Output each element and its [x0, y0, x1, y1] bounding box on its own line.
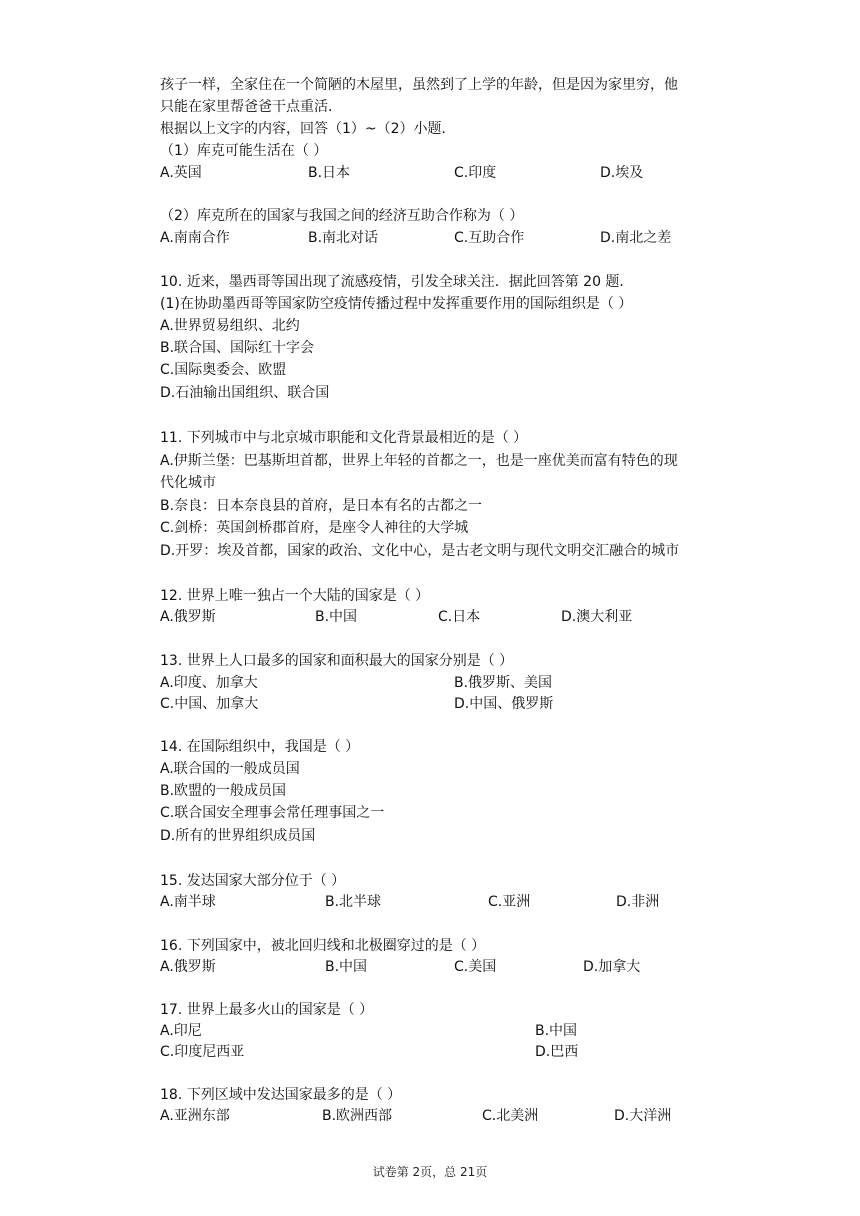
- option-b: B.南北对话: [308, 230, 379, 246]
- page-footer: 试卷第 2页，总 21页: [372, 1165, 488, 1179]
- option-c: C.互助合作: [454, 230, 525, 246]
- option-b: B.中国: [315, 609, 358, 625]
- question-9-2-stem: （2）库克所在的国家与我国之间的经济互助合作称为（ ）: [160, 208, 524, 224]
- question-16-stem: 16. 下列国家中，被北回归线和北极圈穿过的是（ ）: [160, 938, 486, 954]
- option-c: C.日本: [438, 609, 481, 625]
- option-d: D.非洲: [616, 894, 660, 910]
- option-c: C.北美洲: [482, 1108, 539, 1124]
- question-9-1-stem: （1）库克可能生活在（ ）: [160, 143, 328, 159]
- option-a-continued: 代化城市: [160, 475, 216, 491]
- option-d: D.埃及: [600, 165, 644, 181]
- option-b: B.俄罗斯、美国: [454, 675, 553, 691]
- option-d: D.加拿大: [583, 959, 641, 975]
- option-b: B.欧盟的一般成员国: [160, 783, 287, 799]
- question-10-stem: 10. 近来，墨西哥等国出现了流感疫情，引发全球关注．据此回答第 20 题．: [160, 274, 634, 290]
- option-a: A.南南合作: [160, 230, 230, 246]
- question-12-stem: 12. 世界上唯一独占一个大陆的国家是（ ）: [160, 588, 430, 604]
- passage-line-1: 孩子一样，全家住在一个简陋的木屋里，虽然到了上学的年龄，但是因为家里穷，他: [160, 77, 678, 93]
- option-d: D.所有的世界组织成员国: [160, 828, 316, 844]
- option-a: A.联合国的一般成员国: [160, 761, 300, 777]
- option-d: D.巴西: [535, 1044, 579, 1060]
- option-a: A.俄罗斯: [160, 609, 216, 625]
- option-c: C.国际奥委会、欧盟: [160, 362, 287, 378]
- option-a: A.南半球: [160, 894, 216, 910]
- option-d: D.南北之差: [600, 230, 672, 246]
- option-a: A.英国: [160, 165, 202, 181]
- option-c: C.亚洲: [488, 894, 531, 910]
- question-11-stem: 11. 下列城市中与北京城市职能和文化背景最相近的是（ ）: [160, 430, 528, 446]
- question-10-sub: (1)在协助墨西哥等国家防空疫情传播过程中发挥重要作用的国际组织是（ ）: [160, 296, 633, 312]
- option-a: A.伊斯兰堡：巴基斯坦首都，世界上年轻的首都之一，也是一座优美而富有特色的现: [160, 453, 678, 469]
- option-b: B.北半球: [325, 894, 382, 910]
- option-d: D.澳大利亚: [561, 609, 633, 625]
- option-c: C.印度尼西亚: [160, 1044, 245, 1060]
- option-a: A.俄罗斯: [160, 959, 216, 975]
- option-b: B.中国: [535, 1023, 578, 1039]
- question-17-stem: 17. 世界上最多火山的国家是（ ）: [160, 1002, 374, 1018]
- option-b: B.中国: [325, 959, 368, 975]
- option-d: D.石油输出国组织、联合国: [160, 385, 330, 401]
- question-18-stem: 18. 下列区域中发达国家最多的是（ ）: [160, 1087, 402, 1103]
- passage-instruction: 根据以上文字的内容，回答（1）~（2）小题．: [160, 121, 456, 137]
- option-b: B.奈良：日本奈良县的首府，是日本有名的古都之一: [160, 498, 483, 514]
- option-c: C.中国、加拿大: [160, 696, 259, 712]
- passage-line-2: 只能在家里帮爸爸干点重活．: [160, 99, 342, 115]
- option-a: A.印度、加拿大: [160, 675, 258, 691]
- option-b: B.联合国、国际红十字会: [160, 340, 315, 356]
- option-d: D.开罗：埃及首都，国家的政治、文化中心，是古老文明与现代文明交汇融合的城市: [160, 543, 680, 559]
- option-b: B.日本: [308, 165, 351, 181]
- question-13-stem: 13. 世界上人口最多的国家和面积最大的国家分别是（ ）: [160, 653, 514, 669]
- question-14-stem: 14. 在国际组织中，我国是（ ）: [160, 739, 360, 755]
- option-c: C.印度: [454, 165, 497, 181]
- option-a: A.世界贸易组织、北约: [160, 318, 300, 334]
- option-d: D.中国、俄罗斯: [454, 696, 554, 712]
- option-b: B.欧洲西部: [322, 1108, 393, 1124]
- option-c: C.美国: [454, 959, 497, 975]
- option-c: C.剑桥：英国剑桥郡首府，是座令人神往的大学城: [160, 520, 469, 536]
- option-c: C.联合国安全理事会常任理事国之一: [160, 805, 385, 821]
- option-a: A.印尼: [160, 1023, 202, 1039]
- option-d: D.大洋洲: [614, 1108, 672, 1124]
- option-a: A.亚洲东部: [160, 1108, 230, 1124]
- question-15-stem: 15. 发达国家大部分位于（ ）: [160, 873, 346, 889]
